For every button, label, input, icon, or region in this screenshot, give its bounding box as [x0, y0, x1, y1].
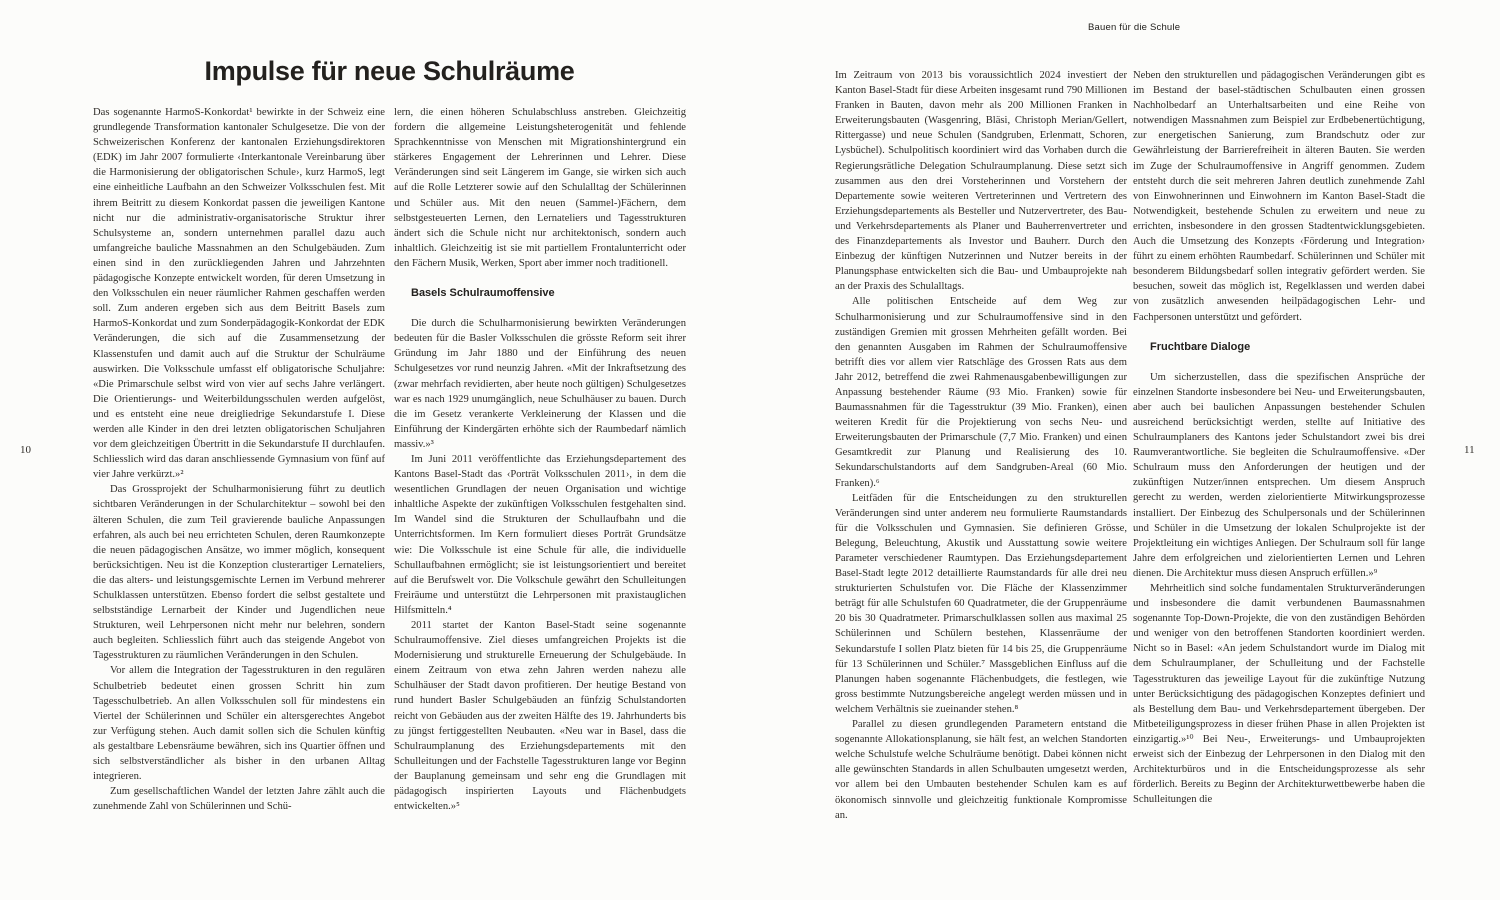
text-column-4 — [1133, 68, 1425, 864]
text-column-3 — [835, 68, 1127, 864]
article-title: Impulse für neue Schulräume — [204, 56, 575, 86]
paragraph: 2011 startet der Kanton Basel-Stadt seine sogenannte Schulraumoffensive. Ziel dieses umfangreichen Projekts ist die Modernisierung und strukturelle Erneuerung der Schulgebäude. In einem Zeitraum von etwa zehn Jahren werden nahezu alle Schulhäuser der Stadt davon profitieren. Der heutige Bestand von rund hundert Basler Schulgebäuden an fünfzig Schulstandorten reicht von Gebäuden aus der zweiten Hälfte des 19. Jahrhunderts bis zu jüngst fertiggestellten Neubauten. «Neu war in Basel, dass die Schulraumplanung des Erziehungsdepartements mit den Schulleitungen und der Fachstelle Tagesstrukturen lange vor Beginn der Bauplanung gemeinsam und sehr eng die Grundlagen mit pädagogisch inspirierten Layouts und Flächenbudgets entwickelten.»⁵ — [394, 620, 686, 813]
paragraph: Die durch die Schulharmonisierung bewirkten Veränderungen bedeuten für die Basler Volksschulen die grösste Reform seit ihrer Gründung im Jahr 1880 und der Einführung des neuen Schulgesetzes vor rund neunzig Jahren. «Mit der Inkraftsetzung des (zwar mehrfach revidierten, aber heute noch gültigen) Schulgesetzes war es nach 1929 unumgänglich, neue Schulhäuser zu bauen. Durch die im Gesetz verankerte Verkleinerung der Klassen und die Einführung der Kindergärten erhöhte sich der Raumbedarf nämlich massiv.»³ — [394, 318, 686, 450]
subheading: Fruchtbare Dialoge — [1150, 340, 1251, 353]
paragraph: Neben den strukturellen und pädagogischen Veränderungen gibt es im Bestand der basel-städtischen Schulbauten einen grossen Nachholbedarf an Unterhaltsarbeiten und eine Reihe von notwendigen Massnahmen zum Beispiel zur Erdbebenertüchtigung, zur energetischen Sanierung, zum Brandschutz oder zur Gewährleistung der Barrierefreiheit in älteren Bauten. Sie werden im Zuge der Schulraumoffensive in Angriff genommen. Zudem entsteht durch die seit mehreren Jahren deutlich zunehmende Zahl von Einwohnerinnen und Einwohnern im Kanton Basel-Stadt die Notwendigkeit, bestehende Schulen zu erweitern und neue zu errichten, insbesondere in den grossen Stadtentwicklungsgebieten. Auch die Umsetzung des Konzepts ‹Förderung und Integration› führt zu einem erhöhten Raumbedarf. Schülerinnen und Schüler mit besonderem Bildungsbedarf sollen integrativ gefördert werden. Sie besuchen, soweit das möglich ist, Regelklassen und werden dabei von zusätzlich anwesenden heilpädagogischen Lehr- und Fachpersonen unterstützt und gefördert. — [1133, 70, 1425, 323]
paragraph: Im Juni 2011 veröffentlichte das Erziehungsdepartement des Kantons Basel-Stadt das ‹Porträt Volksschulen 2011›, in dem die wesentlichen Grundlagen der neuen Organisation und wichtige inhaltliche Aspekte der zukünftigen Volksschulen festgehalten sind. Im Wandel sind die Strukturen der Schullaufbahn und die Unterrichtsformen. Im Kern formuliert dieses Porträt Grundsätze wie: Die Volksschule ist eine Schule für alle, die individuelle Schullaufbahnen ermöglicht; sie ist leistungsorientiert und bereitet auf die Berufswelt vor. Die Volkschule gewährt den Schulleitungen Freiräume und unterstützt die Lehrpersonen mit praxistauglichen Hilfsmitteln.⁴ — [394, 453, 686, 616]
paragraph: Um sicherzustellen, dass die spezifischen Ansprüche der einzelnen Standorte insbesondere bei Neu- und Erweiterungsbauten, aber auch bei baulichen Anpassungen bestehender Schulen ausreichend berücksichtigt werden, stellte auf Initiative des Schulraumplaners des Kantons jeder Schulstandort zwei bis drei Raumverantwortliche. Sie begleiten die Schulraumoffensive. «Der Schulraum muss den Anforderungen der heutigen und der zukünftigen Nutzer/innen entsprechen. Um diesem Anspruch gerecht zu werden, werden zielorientierte Mitwirkungsprozesse installiert. Der Einbezug des Schulpersonals und der Schülerinnen und Schüler in die Umsetzung der lokalen Schulprojekte ist der Projektleitung ein wichtiges Anliegen. Der Schulraum soll für lange Jahre dem erfolgreichen und zielorientierten Lernen und Lehren dienen. Die Architektur muss diesen Anspruch erfüllen.»⁹ — [1133, 371, 1425, 579]
text-column-1 — [93, 105, 385, 867]
subheading: Basels Schulraumoffensive — [411, 287, 555, 300]
paragraph: Alle politischen Entscheide auf dem Weg zur Schulharmonisierung und zur Schulraumoffensive sind in den zuständigen Gremien mit grossen Mehrheiten gefällt worden. Bei den genannten Ausgaben im Rahmen der Schulraumoffensive betrifft dies vor allem vier Ratschläge des Grossen Rats aus dem Jahr 2012, betreffend die zwei Rahmenausgabenbewilligungen zur Anpassung bestehender Räume (93 Mio. Franken) sowie für Baumassnahmen für die Tagesstruktur (39 Mio. Franken), einen weiteren Kredit für die Projektierung von sechs Neu- und Erweiterungsbauten der Primarschule (7,7 Mio. Franken) und einen Gesamtkredit zur Planung und Realisierung des 10. Sekundarschulstandorts auf dem Sandgruben-Areal (60 Mio. Franken).⁶ — [835, 296, 1127, 489]
paragraph: Mehrheitlich sind solche fundamentalen Strukturveränderungen und insbesondere die damit verbundenen Baumassnahmen sogenannte Top-Down-Projekte, die von den zuständigen Behörden und weniger von den betroffenen Standorten koordiniert werden. Nicht so in Basel: «An jedem Schulstandort wurde im Dialog mit dem Schulraumplaner, der Schulleitung und der Fachstelle Tagesstrukturen das jeweilige Layout für die zukünftige Nutzung unter Berücksichtigung des pädagogischen Konzeptes definiert und als Bestellung dem Bau- und Verkehrsdepartement übergeben. Der Mitbeteiligungsprozess in dieser frühen Phase in allen Projekten ist einzigartig.»¹⁰ Bei Neu-, Erweiterungs- und Umbauprojekten erweist sich der Einbezug der Lehrpersonen in den Dialog mit den Architekturbüros und in die Entscheidungsprozesse als sehr förderlich. Bereits zu Beginn der Architekturwettbewerbe haben die Schulleitungen die — [1133, 583, 1425, 806]
paragraph: Parallel zu diesen grundlegenden Parametern entstand die sogenannte Allokationsplanung, sie hält fest, an welchen Standorten welche Schulstufe welche Schulräume benötigt. Dabei können nicht alle gewünschten Standards in allen Schulbauten umgesetzt werden, vor allem bei den Umbauten bestehender Schulen kam es auf ökonomisch sinnvolle und gleichzeitig funktionale Kompromisse an. — [835, 719, 1127, 821]
paragraph: Vor allem die Integration der Tagesstrukturen in den regulären Schulbetrieb bedeutet einen grossen Schritt hin zum Tagesschulbetrieb. An allen Volksschulen soll für mindestens ein Viertel der Schülerinnen und Schüler ein altersgerechtes Angebot zur Verfügung stehen. Auch damit sollen sich die Schulen künftig als gestaltbare Lebensräume bewähren, sich ins Quartier öffnen und sich selbstverständlicher als bisher in den urbanen Alltag integrieren. — [93, 665, 385, 783]
paragraph: Im Zeitraum von 2013 bis voraussichtlich 2024 investiert der Kanton Basel-Stadt für diese Arbeiten insgesamt rund 790 Millionen Franken in Bauten, davon mehr als 200 Millionen Franken in Erweiterungsbauten (Wasgenring, Bläsi, Christoph Merian/Gellert, Rittergasse) und neue Schulen (Sandgruben, Erlenmatt, Schoren, Lysbüchel). Schulpolitisch koordiniert wird das Vorhaben durch die Regierungsrätliche Delegation Schulraumplanung. Diese setzt sich zusammen aus den drei Vorsteherinnen und Vorstehern der Departemente sowie weiteren Vertreterinnen und Vertretern des Erziehungsdepartements als Besteller und Nutzervertreter, des Bau- und Verkehrsdepartements als Planer und Bauherrenvertreter und des Finanzdepartements als Investor und Bauherr. Durch den Einbezug der künftigen Nutzerinnen und Nutzer bereits in der Planungsphase entwickelten sich die Bau- und Umbauprojekte nah an der Praxis des Schulalltags. — [835, 70, 1127, 293]
page-number-right: 11 — [1464, 444, 1475, 456]
page-number-left: 10 — [20, 444, 31, 456]
paragraph: Das sogenannte HarmoS-Konkordat¹ bewirkte in der Schweiz eine grundlegende Transformation kantonaler Schulgesetze. Die von der Schweizerischen Konferenz der kantonalen Erziehungsdirektoren (EDK) im Jahr 2007 formulierte ‹Interkantonale Vereinbarung über die Harmonisierung der obligatorischen Schule›, kurz HarmoS, legt eine einheitliche Laufbahn an den Schweizer Volksschulen fest. Mit ihrem Beitritt zu diesem Konkordat passen die jeweiligen Kantone nicht nur die administrativ-organisatorische Struktur ihrer Schulsysteme an, sondern unternehmen parallel dazu auch umfangreiche bauliche Massnahmen an den Schulgebäuden. Zum einen sind in den zurückliegenden Jahren und Jahrzehnten pädagogische Konzepte entwickelt worden, für deren Umsetzung in den Volksschulen ein neuer räumlicher Rahmen geschaffen werden soll. Zum anderen ergeben sich aus dem Beitritt Basels zum HarmoS-Konkordat und zum Sonderpädagogik-Konkordat der EDK Veränderungen, die sich auf die Zusammensetzung der Klassenstufen und damit auch auf die Struktur der Schulräume auswirken. Die Volksschule umfasst elf obligatorische Schuljahre: «Die Primarschule selbst wird von vier auf sechs Jahre verlängert. Die Orientierungs- und Weiterbildungsschulen werden aufgelöst, und es entsteht eine neue dreigliedrige Sekundarstufe I. Diese werden alle Kinder in den drei letzten obligatorischen Schuljahren vor dem gleichzeitigen Übertritt in die Sekundarstufe II durchlaufen. Schliesslich wird das daran anschliessende Gymnasium von fünf auf vier Jahre verkürzt.»² — [93, 107, 385, 481]
running-header: Bauen für die Schule — [1088, 22, 1181, 33]
paragraph: Das Grossprojekt der Schulharmonisierung führt zu deutlich sichtbaren Veränderungen in der Schularchitektur – sowohl bei den älteren Schulen, die zum Teil gravierende bauliche Anpassungen erfahren, als auch bei neu errichteten Schulen, deren Raumkonzepte die neuen pädagogischen Ansätze, wo immer möglich, konsequent berücksichtigen. Neu ist die Konzeption clusterartiger Lernateliers, die das alters- und leistungsgemischte Lernen im Verbund mehrerer Schulklassen unterstützen. Ebenso fordert die selbst gestaltete und selbstständige Lernarbeit der Kinder und Jugendlichen neue Strukturen, weil Lehrpersonen nicht mehr nur belehren, sondern auch begleiten. Schliesslich führt auch das steigende Angebot von Tagesstrukturen zu räumlichen Veränderungen in den Schulen. — [93, 484, 385, 662]
text-column-2 — [394, 105, 686, 867]
paragraph: lern, die einen höheren Schulabschluss anstreben. Gleichzeitig fordern die allgemeine Leistungsheterogenität und fehlende Sprachkenntnisse von Menschen mit Migrationshintergrund ein stärkeres Engagement der Lehrerinnen und Lehrer. Diese Veränderungen sind seit Längerem im Gange, sie wirken sich auch auf die Rolle Letzterer sowie auf den Schulalltag der Schülerinnen und Schüler aus. Mit den neuen (Sammel-)Fächern, dem selbstgesteuerten Lernen, den Lernateliers und Tagesstrukturen ändert sich die Schule nicht nur architektonisch, sondern auch inhaltlich. Gleichzeitig ist sie mit partiellem Frontalunterricht oder den Fächern Musik, Werken, Sport aber immer noch traditionell. — [394, 107, 686, 269]
paragraph: Leitfäden für die Entscheidungen zu den strukturellen Veränderungen sind unter anderem neu formulierte Raumstandards für die Volksschulen und Gymnasien. Sie definieren Grösse, Belegung, Beleuchtung, Akustik und Ausstattung sowie weitere Parameter verschiedener Raumtypen. Das Erziehungsdepartement Basel-Stadt legte 2012 detaillierte Raumstandards für alle drei neu strukturierten Schulstufen vor. Die Fläche der Klassenzimmer beträgt für alle Schulstufen 60 Quadratmeter, die der Gruppenräume 20 bis 30 Quadratmeter. Primarschulklassen sollen aus maximal 25 Schülerinnen und Schülern bestehen, Klassenräume der Sekundarstufe I sollen Platz bieten für 14 bis 25, die Gruppenräume für 13 Schülerinnen und Schüler.⁷ Massgeblichen Einfluss auf die Planungen haben sogenannte Flächenbudgets, die festlegen, wie gross bestimmte Nutzungsbereiche angelegt werden müssen und in welchem Verhältnis sie zueinander stehen.⁸ — [835, 492, 1127, 715]
paragraph: Zum gesellschaftlichen Wandel der letzten Jahre zählt auch die zunehmende Zahl von Schülerinnen und Schü- — [93, 786, 385, 813]
